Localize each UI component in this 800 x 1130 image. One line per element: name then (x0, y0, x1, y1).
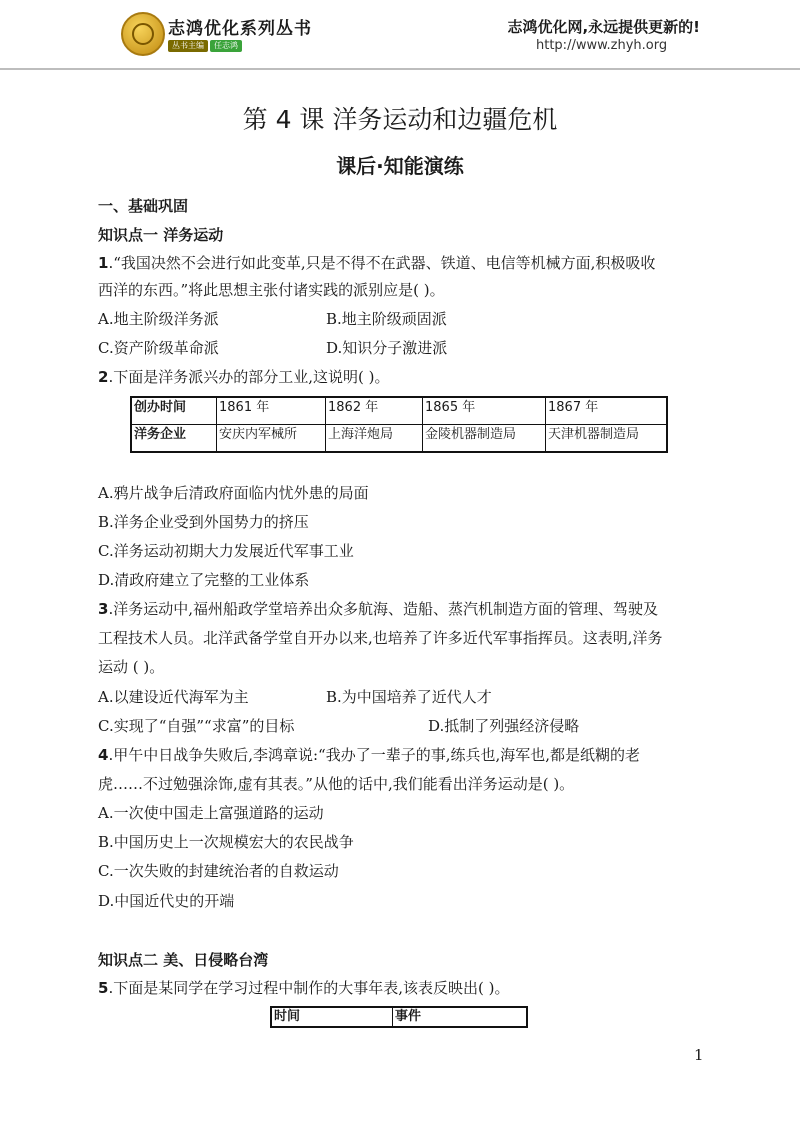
knowledge-point-heading: 知识点一 洋务运动 (98, 226, 224, 244)
question-2-stem: 2.下面是洋务派兴办的部分工业,这说明( )。 (98, 368, 390, 386)
question-4-option-b: B.中国历史上一次规模宏大的农民战争 (98, 833, 354, 851)
question-1-stem-cont: 西洋的东西。”将此思想主张付诸实践的派别应是( )。 (98, 281, 445, 299)
question-2-table (130, 396, 668, 453)
question-1-stem: 1.“我国决然不会进行如此变革,只是不得不在武器、铁道、电信等机械方面,积极吸收 (98, 254, 656, 272)
question-5-stem: 5.下面是某同学在学习过程中制作的大事年表,该表反映出( )。 (98, 979, 510, 997)
section-heading: 一、基础巩固 (98, 197, 189, 215)
table-row (131, 425, 667, 453)
table-cell: 事件 (393, 1007, 528, 1027)
brand-name: 志鸿优化系列丛书 (168, 19, 312, 39)
question-3-option-c: C.实现了“自强”“求富”的目标 (98, 717, 295, 735)
table-cell: 天津机器制造局 (546, 425, 668, 453)
table-row (131, 397, 667, 425)
question-2-option-d: D.清政府建立了完整的工业体系 (98, 571, 310, 589)
question-4-option-c: C.一次失败的封建统治者的自救运动 (98, 862, 339, 880)
table-cell: 上海洋炮局 (326, 425, 423, 453)
question-2-option-c: C.洋务运动初期大力发展近代军事工业 (98, 542, 354, 560)
table-cell: 金陵机器制造局 (423, 425, 546, 453)
website-url[interactable]: http://www.zhyh.org (536, 38, 668, 53)
question-4-stem: 4.甲午中日战争失败后,李鸿章说:“我办了一辈子的事,练兵也,海军也,都是纸糊的老 (98, 746, 641, 764)
table-cell: 1867 年 (546, 397, 668, 425)
question-4-stem-cont: 虎……不过勉强涂饰,虚有其表。”从他的话中,我们能看出洋务运动是( )。 (98, 775, 575, 793)
table-cell: 时间 (271, 1007, 393, 1027)
section-subtitle: 课后·知能演练 (336, 154, 464, 178)
question-2-option-b: B.洋务企业受到外国势力的挤压 (98, 513, 309, 531)
logo-emblem-icon (121, 12, 165, 56)
question-3-option-d: D.抵制了列强经济侵略 (428, 717, 580, 735)
question-4-option-d: D.中国近代史的开端 (98, 892, 235, 910)
knowledge-point-heading: 知识点二 美、日侵略台湾 (98, 951, 269, 969)
table-cell: 1861 年 (217, 397, 326, 425)
page-header (0, 0, 800, 70)
question-2-option-a: A.鸦片战争后清政府面临内忧外患的局面 (98, 484, 369, 502)
table-cell: 1865 年 (423, 397, 546, 425)
slogan: 志鸿优化网,永远提供更新的! (507, 18, 700, 36)
question-5-table (270, 1006, 528, 1028)
lesson-title: 第 4 课 洋务运动和边疆危机 (242, 105, 558, 134)
table-cell: 创办时间 (131, 397, 217, 425)
question-3-option-a: A.以建设近代海军为主 (98, 688, 249, 706)
question-1-option-a: A.地主阶级洋务派 (98, 310, 219, 328)
editor-tag: 丛书主编 (168, 40, 208, 52)
question-4-option-a: A.一次使中国走上富强道路的运动 (98, 804, 324, 822)
question-3-stem: 3.洋务运动中,福州船政学堂培养出众多航海、造船、蒸汽机制造方面的管理、驾驶及 (98, 600, 658, 618)
question-3-stem-cont: 工程技术人员。北洋武备学堂自开办以来,也培养了许多近代军事指挥员。这表明,洋务 (98, 629, 663, 647)
question-1-option-d: D.知识分子激进派 (326, 339, 448, 357)
table-cell: 1862 年 (326, 397, 423, 425)
question-3-option-b: B.为中国培养了近代人才 (326, 688, 492, 706)
page-number: 1 (694, 1046, 704, 1064)
editor-name-tag: 任志鸿 (210, 40, 242, 52)
table-row (271, 1007, 527, 1027)
table-cell: 洋务企业 (131, 425, 217, 453)
question-1-option-c: C.资产阶级革命派 (98, 339, 219, 357)
table-cell: 安庆内军械所 (217, 425, 326, 453)
question-1-option-b: B.地主阶级顽固派 (326, 310, 447, 328)
question-3-stem-end: 运动 ( )。 (98, 658, 165, 676)
